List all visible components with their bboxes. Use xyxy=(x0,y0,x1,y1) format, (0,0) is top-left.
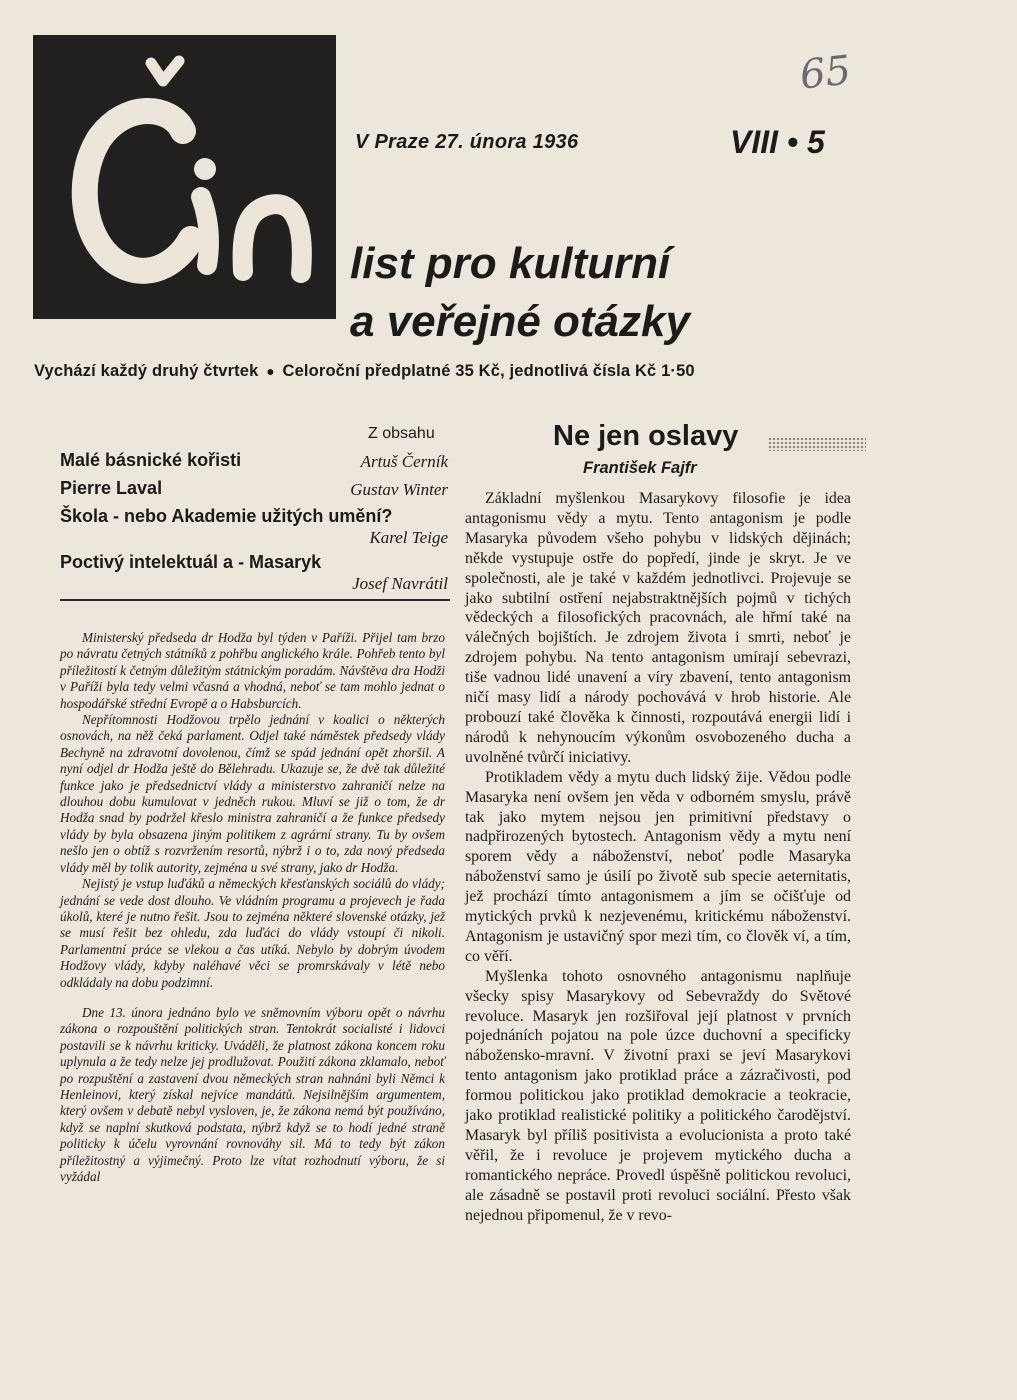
news-paragraph: Nepřítomnosti Hodžovou trpělo jednání v koalici o některých osnovách, na něž čeká parlament. Odjel také náměstek předsedy vlády Bechyně na zdravotní dovolenou, čímž se spád jednání opět zhoršil. A nyní odjel dr Hodža ještě do Bělehradu. Ukazuje se, že dvě tak důležité funkce jako je předsednictví vlády a ministerstvo zahraničí nelze na dlouhou dobu kumulovat v jedněch rukou. Mluví se již o tom, že dr Hodža snad by podržel křeslo ministra zahraničí a že funkce předsedy vlády by byla obsazena jiným politikem z agrární strany. Tu by ovšem nešlo jen o obtíž s rozvržením resortů, nýbrž i o to, zda nový předseda vlády měl by tolik autority, zejména u své strany, jako dr Hodža. xyxy=(60,712,445,875)
subtitle-line-2: a veřejné otázky xyxy=(350,297,690,346)
toc-item xyxy=(60,450,448,478)
toc-item xyxy=(60,552,448,598)
cin-logo-icon xyxy=(33,35,336,319)
article-paragraph: Myšlenka tohoto osnovného antagonismu naplňuje všecky spisy Masarykovy od Sebevraždy do Světové revoluce. Masaryk jen rozšiřoval její platnost v prvních pojednáních pojatou na pole úzce duchovní a specificky nábožensko-mravní. V životní praxi se jeví Masarykovi tento antagonism jako protiklad práce a zázračivosti, pod formou politickou jako protiklad demokracie a teokracie, jako protiklad realistické politiky a politického čarodějství. Masaryk byl příliš positivista a evolucionista a proto také věřil, že i revoluce je projevem mytického ducha a romantického nepráce. Provedl úspěšně politickou revoluci, ale zásadně se postavil proti revoluci sociální. Přesto však nejednou připomenul, že v revo- xyxy=(465,967,851,1224)
contents-divider xyxy=(60,599,450,601)
table-of-contents xyxy=(60,450,448,598)
toc-item xyxy=(60,478,448,506)
toc-item-author: Artuš Černík xyxy=(360,452,448,471)
subscription-price: Celoroční předplatné 35 Kč, jednotlivá čísla Kč 1·50 xyxy=(282,362,695,380)
masthead-subtitle xyxy=(350,235,690,351)
toc-item-title: Pierre Laval xyxy=(60,478,163,498)
toc-item-author: Gustav Winter xyxy=(350,480,448,499)
toc-item-author: Josef Navrátil xyxy=(352,574,448,593)
article-title: Ne jen oslavy xyxy=(553,420,739,452)
news-paragraph: Ministerský předseda dr Hodža byl týden v Paříži. Přijel tam brzo po návratu četných státníků z pohřbu anglického krále. Pohřeb tento byl příležitostí k četným důležitým státnickým poradám. Návštěva dra Hodži v Paříži byla tedy velmi včasná a vhodná, neboť se tam mohlo jednat o hospodářské střední Evropě a o Habsburcích. xyxy=(60,630,445,711)
subscription-frequency: Vychází každý druhý čtvrtek xyxy=(34,362,259,380)
toc-item-title: Škola - nebo Akademie užitých umění? xyxy=(60,506,393,526)
article-paragraph: Základní myšlenkou Masarykovy filosofie je idea antagonismu vědy a mytu. Tento antagonism je podle Masaryka původem všeho pohybu v lidských dějinách; někde vystupuje ostře do popředí, jinde je skryt. Je ve společnosti, ale je také v každém jednotlivci. Projevuje se jako subtilní ostření nejabstraktnějších pojmů v tichých vědeckých a filosofických pracovnách, ale hřmí také na válečných bojištích. Je zdrojem života i smrti, neboť je zdrojem pohybu. Na tento antagonism umírají sebevrazi, tiše vadnou lidé unavení a víry zbavení, tento antagonism ničí masy lidí a národy pochovává v hrob historie. Ale probouzí také člověka k činnosti, rozpoutává energii lidí i národů k nehynoucím výkonům osvobozeného ducha a uvolněné tvůrčí iniciativy. xyxy=(465,490,851,766)
issue-number: VIII • 5 xyxy=(730,124,825,160)
dateline: V Praze 27. února 1936 xyxy=(355,131,579,153)
handwritten-note: 65 xyxy=(797,47,854,99)
ink-smudge xyxy=(768,437,866,451)
toc-item-author: Karel Teige xyxy=(369,528,448,547)
contents-heading: Z obsahu xyxy=(368,425,435,442)
toc-item-title: Malé básnické kořisti xyxy=(60,450,242,470)
news-paragraph: Nejistý je vstup luďáků a německých křesťanských sociálů do vlády; jednání se vede dost dlouho. Ve vládním programu a projevech je řada úkolů, které je nutno řešit. Jsou to zejména některé slovenské otázky, jež se musí řešit bez ohledu, zda luďáci do vlády vstoupí či nikoli. Parlamentní práce se vlekou a čas utíká. Nebylo by dobrým úvodem Hodžovy vlády, kdyby naléhavé věci se promrskávaly v létě nebo odkládaly na dobu podzimní. xyxy=(60,876,445,990)
news-paragraph: Dne 13. února jednáno bylo ve sněmovním výboru opět o návrhu zákona o rozpouštění politických stran. Tentokrát socialisté i lidovci postavili se k návrhu kriticky. Uváděli, že platnost zákona koncem roku uplynula a že tedy nelze jej prodlužovat. Použití zákona zklamalo, neboť po rozpuštění a zastavení dvou německých stran nahnáni byli Němci k Henleinovi, který získal nejvíce mandátů. Nejsilnějším argumentem, který ovšem v debatě nebyl vysloven, je, že zákona nemá být používáno, když se naplní skutková podstata, nýbrž když se to hodí jedné straně politicky k účelu vyrovnání rovnováhy sil. Má to tedy být zákon příležitostný a výjimečný. Proto lze vítat rozhodnutí výboru, že si vyžádal xyxy=(60,1004,445,1184)
masthead-logo xyxy=(33,35,336,319)
article-body xyxy=(465,489,851,1226)
bullet-icon: ● xyxy=(266,363,275,379)
article-author: František Fajfr xyxy=(583,459,697,477)
news-column xyxy=(60,630,445,1185)
subscription-line xyxy=(34,362,695,381)
subtitle-line-1: list pro kulturní xyxy=(350,239,671,288)
toc-item-title: Poctivý intelektuál a - Masaryk xyxy=(60,552,322,572)
article-paragraph: Protikladem vědy a mytu duch lidský žije. Vědou podle Masaryka není ovšem jen věda v odborném smyslu, právě tak jako mytem nejsou jen primitivní představy o nadpřirozených bytostech. Antagonism vědy a mytu není sporem vědy a náboženství, neboť podle Masaryka náboženství samo je úsilí po životě sub specie aeternitatis, jež prochází tímto antagonismem a jím se očišťuje od mytických prvků k nezjevenému, kritickému náboženství. Antagonism je ustavičný spor mezi tím, co člověk ví, a tím, co věří. xyxy=(465,768,851,965)
toc-item xyxy=(60,506,448,552)
